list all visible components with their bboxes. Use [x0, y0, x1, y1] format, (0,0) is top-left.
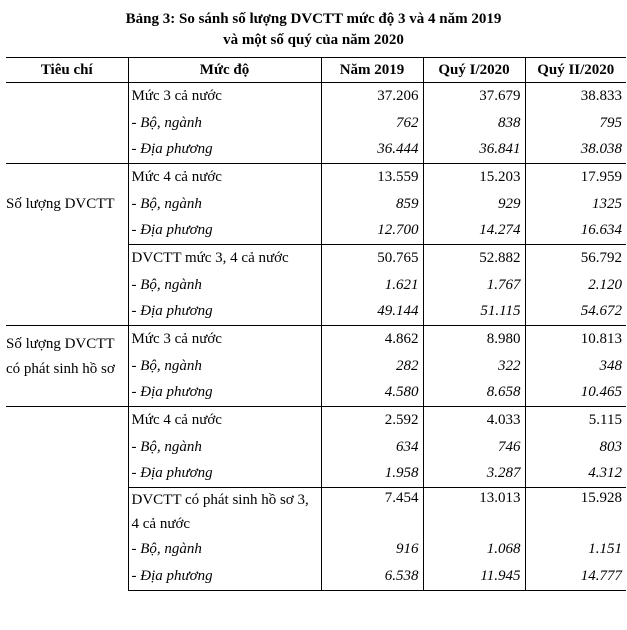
value-q1-2020: 36.841: [423, 136, 525, 163]
criteria-cell: [6, 83, 128, 164]
value-2019: 50.765: [321, 245, 423, 272]
value-2019: 1.621: [321, 272, 423, 299]
value-q1-2020: 1.767: [423, 272, 525, 299]
value-q2-2020: 5.115: [525, 407, 626, 434]
level-cell: Mức 4 cả nước: [128, 164, 321, 191]
level-cell: - Địa phương: [128, 461, 321, 488]
value-q1-2020: 51.115: [423, 299, 525, 326]
value-q2-2020: 795: [525, 110, 626, 137]
value-2019: 4.580: [321, 380, 423, 407]
level-cell: - Địa phương: [128, 380, 321, 407]
value-q1-2020: 4.033: [423, 407, 525, 434]
value-q1-2020: 8.658: [423, 380, 525, 407]
caption-line-1: Bảng 3: So sánh số lượng DVCTT mức độ 3 và 4 năm 2019: [125, 11, 502, 27]
header-level: Mức độ: [128, 58, 321, 83]
level-cell: - Địa phương: [128, 217, 321, 244]
value-q2-2020: 38.038: [525, 136, 626, 163]
value-q2-2020: 10.465: [525, 380, 626, 407]
value-2019: 282: [321, 353, 423, 380]
level-cell: - Bộ, ngành: [128, 110, 321, 137]
value-q1-2020: 746: [423, 434, 525, 461]
value-q1-2020: 8.980: [423, 326, 525, 353]
value-q1-2020: 52.882: [423, 245, 525, 272]
value-2019: 762: [321, 110, 423, 137]
value-q1-2020: 1.068: [423, 536, 525, 563]
value-q1-2020: 37.679: [423, 83, 525, 110]
value-q2-2020: 16.634: [525, 217, 626, 244]
table-row: [6, 164, 626, 191]
level-cell: - Địa phương: [128, 136, 321, 163]
value-2019: 36.444: [321, 136, 423, 163]
value-q2-2020: 803: [525, 434, 626, 461]
value-2019: 13.559: [321, 164, 423, 191]
criteria-cell: [6, 407, 128, 590]
value-q2-2020: 38.833: [525, 83, 626, 110]
level-cell: - Địa phương: [128, 563, 321, 590]
table-caption: [0, 9, 627, 51]
level-cell: - Bộ, ngành: [128, 434, 321, 461]
value-2019: 49.144: [321, 299, 423, 326]
level-cell: - Bộ, ngành: [128, 191, 321, 218]
value-q2-2020: 14.777: [525, 563, 626, 590]
level-cell: Mức 3 cả nước: [128, 83, 321, 110]
header-criteria: Tiêu chí: [6, 58, 128, 83]
value-2019: 37.206: [321, 83, 423, 110]
level-cell: DVCTT mức 3, 4 cả nước: [128, 245, 321, 272]
table-row: [6, 326, 626, 353]
value-q1-2020: 929: [423, 191, 525, 218]
caption-line-2: và một số quý của năm 2020: [223, 32, 404, 48]
value-q2-2020: 17.959: [525, 164, 626, 191]
table-row: [6, 407, 626, 434]
criteria-cell: Số lượng DVCTT: [6, 164, 128, 326]
table-body: [6, 83, 626, 591]
level-cell: - Địa phương: [128, 299, 321, 326]
value-2019: 4.862: [321, 326, 423, 353]
header-q1-2020: Quý I/2020: [423, 58, 525, 83]
value-2019: 6.538: [321, 563, 423, 590]
value-2019: 7.454: [321, 488, 423, 537]
value-q2-2020: 54.672: [525, 299, 626, 326]
value-2019: 634: [321, 434, 423, 461]
level-cell: Mức 4 cả nước: [128, 407, 321, 434]
value-q1-2020: 15.203: [423, 164, 525, 191]
header-year-2019: Năm 2019: [321, 58, 423, 83]
criteria-cell: Số lượng DVCTT có phát sinh hồ sơ: [6, 326, 128, 407]
level-cell: - Bộ, ngành: [128, 536, 321, 563]
value-2019: 2.592: [321, 407, 423, 434]
value-q1-2020: 322: [423, 353, 525, 380]
value-q2-2020: 4.312: [525, 461, 626, 488]
value-q1-2020: 13.013: [423, 488, 525, 537]
value-q1-2020: 838: [423, 110, 525, 137]
header-q2-2020: Quý II/2020: [525, 58, 626, 83]
value-q2-2020: 2.120: [525, 272, 626, 299]
value-2019: 1.958: [321, 461, 423, 488]
value-q2-2020: 56.792: [525, 245, 626, 272]
header-row: [6, 58, 626, 83]
value-q2-2020: 1325: [525, 191, 626, 218]
level-cell: Mức 3 cả nước: [128, 326, 321, 353]
value-q2-2020: 1.151: [525, 536, 626, 563]
value-2019: 12.700: [321, 217, 423, 244]
value-q1-2020: 14.274: [423, 217, 525, 244]
value-q2-2020: 10.813: [525, 326, 626, 353]
comparison-table: [6, 57, 626, 591]
value-2019: 916: [321, 536, 423, 563]
value-q2-2020: 348: [525, 353, 626, 380]
value-2019: 859: [321, 191, 423, 218]
table-row: [6, 83, 626, 110]
level-cell: DVCTT có phát sinh hồ sơ 3, 4 cả nước: [128, 488, 321, 537]
value-q2-2020: 15.928: [525, 488, 626, 537]
value-q1-2020: 11.945: [423, 563, 525, 590]
level-cell: - Bộ, ngành: [128, 272, 321, 299]
value-q1-2020: 3.287: [423, 461, 525, 488]
level-cell: - Bộ, ngành: [128, 353, 321, 380]
